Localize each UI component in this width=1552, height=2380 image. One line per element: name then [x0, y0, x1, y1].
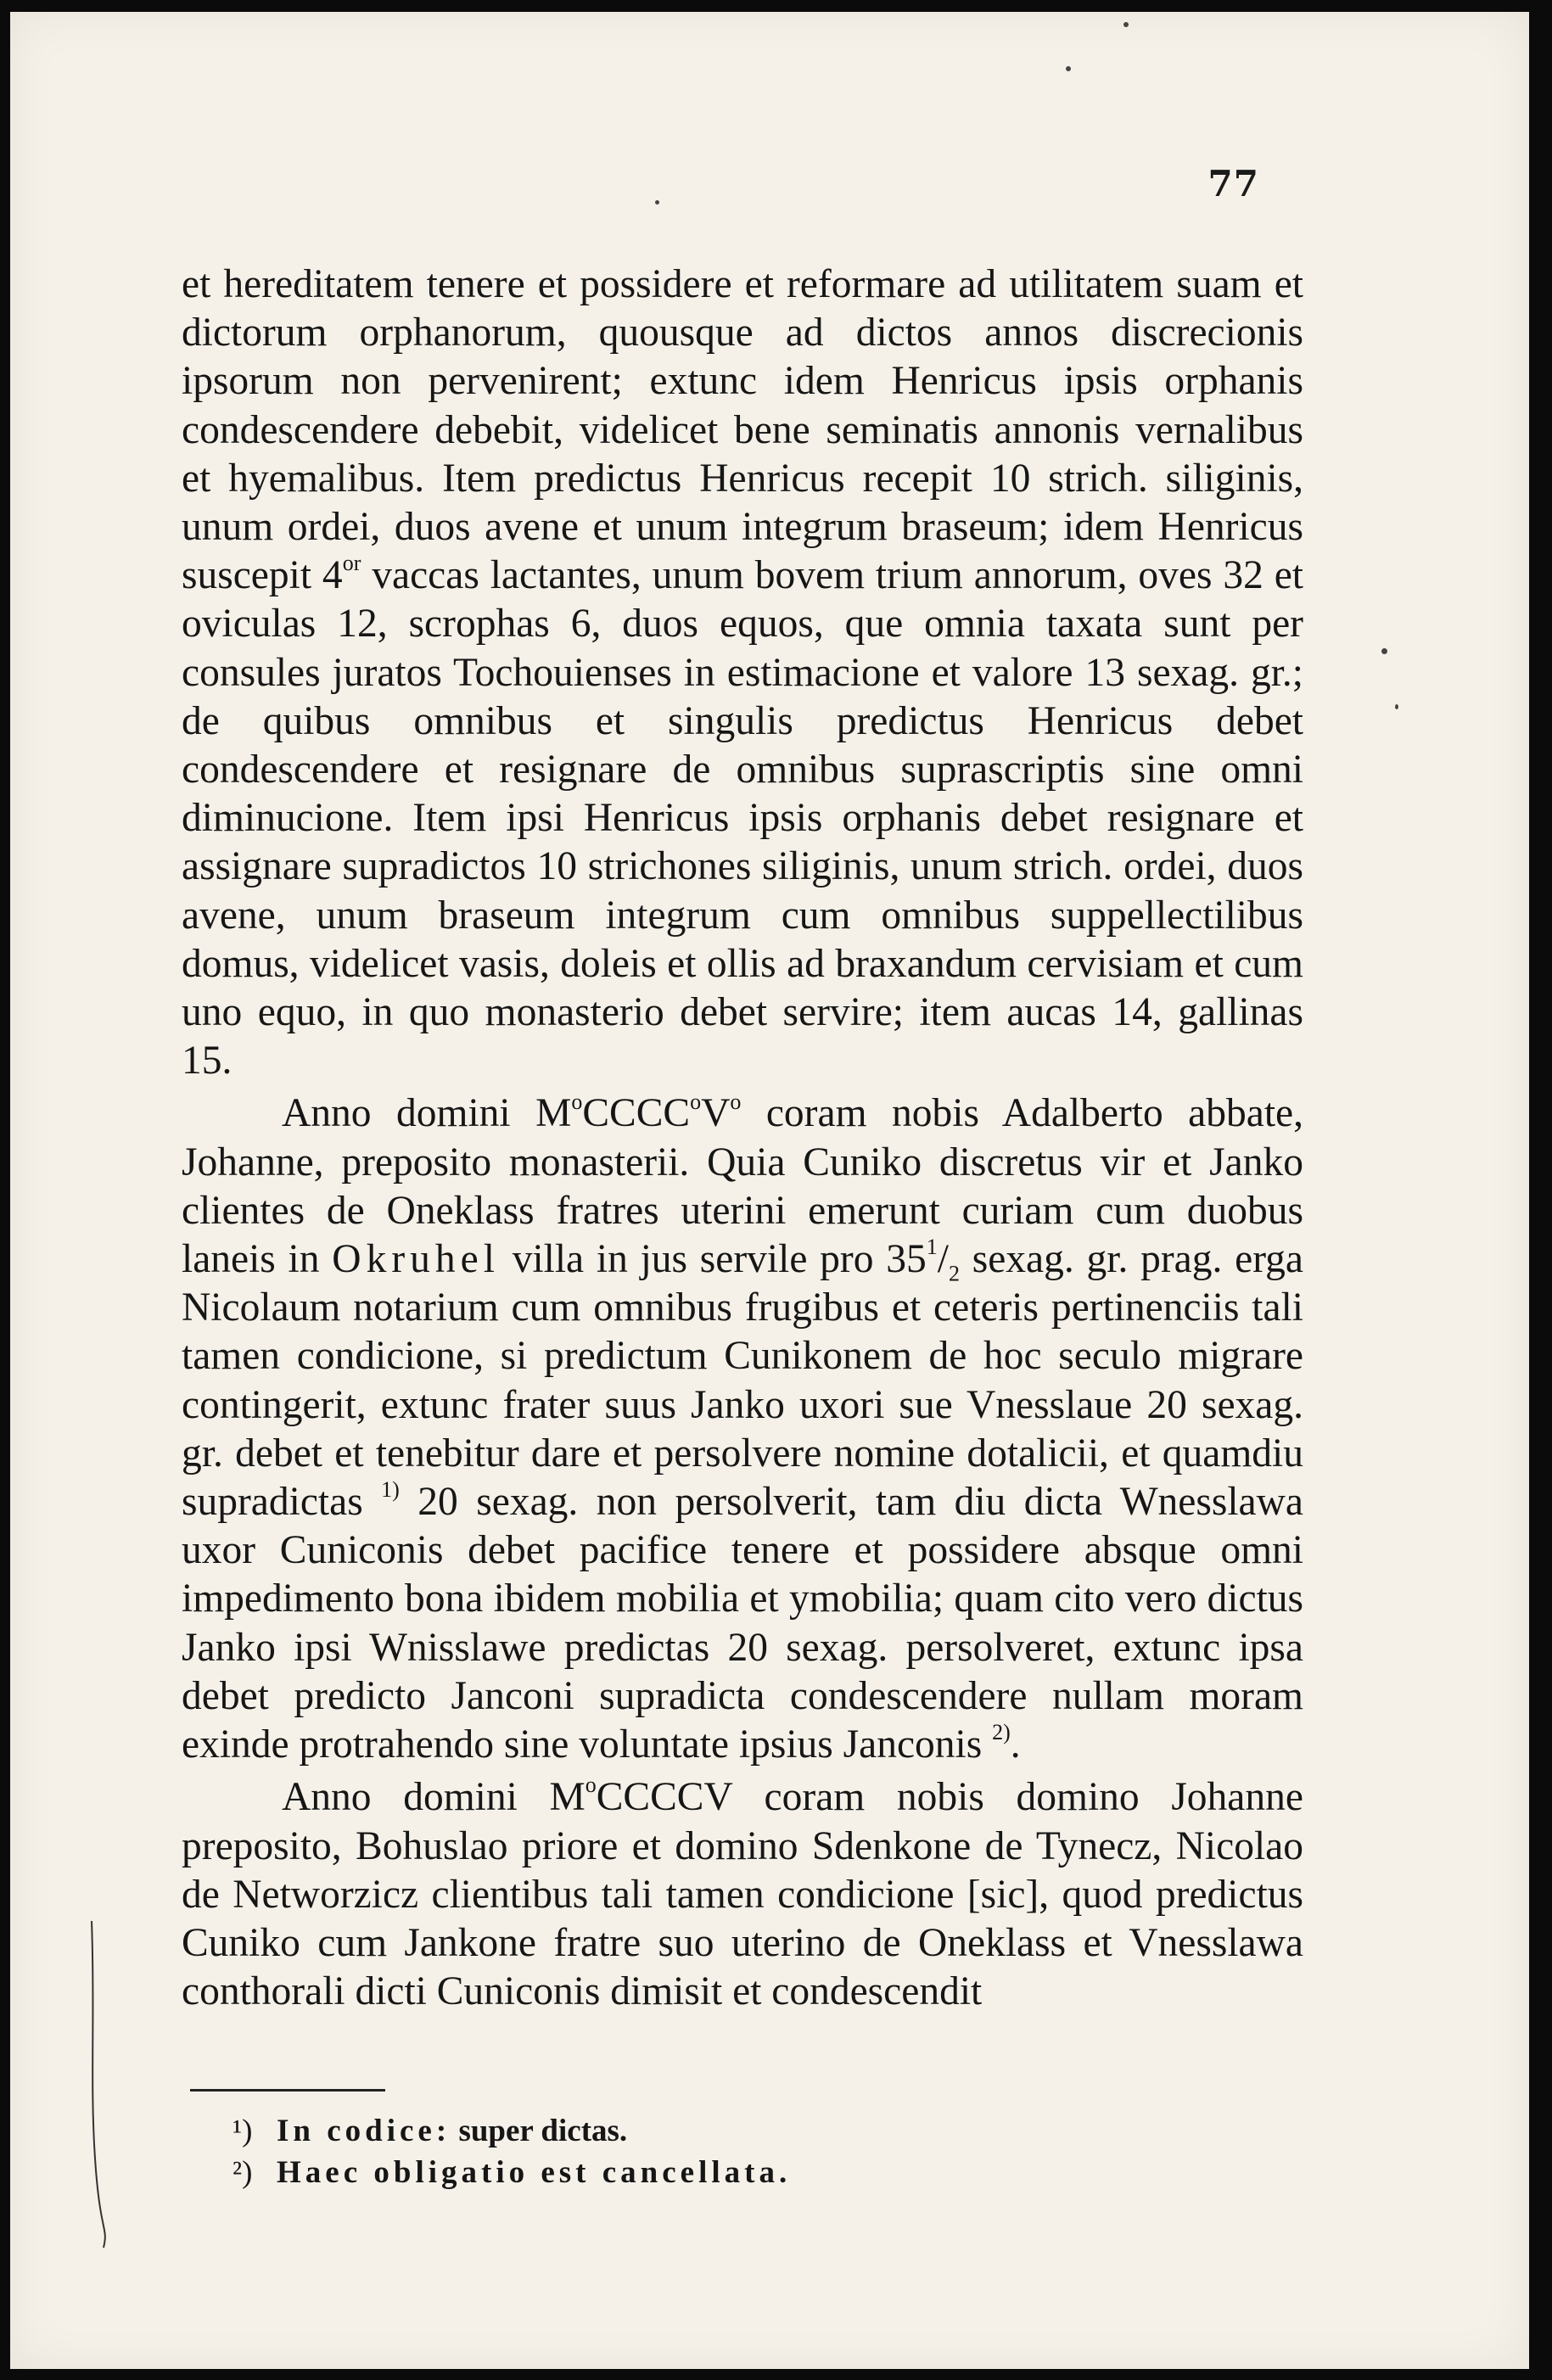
page-number: 77	[1207, 163, 1259, 204]
footnotes	[233, 2110, 1293, 2193]
margin-pencil-mark	[83, 1912, 117, 2252]
paper-speck	[1066, 66, 1071, 71]
footnote-divider	[190, 2089, 385, 2092]
paper-speck	[1395, 704, 1398, 709]
footnote-ref-1: 1)	[381, 1477, 400, 1503]
paragraph-1: et hereditatem tenere et possidere et reformare ad utilitatem suam et dictorum orphanorum, quousque ad dictos annos discrecionis ipsorum non pervenirent; extunc idem Henricus ipsis orphanis condescendere debebit, videlicet bene seminatis annonis vernalibus et hyemalibus. Item predictus Henricus recepit 10 strich. siliginis, unum ordei, duos avene et unum integrum braseum; idem Henricus suscepit $4^{or}$ vaccas lactantes, unum bovem trium annorum, oves 32 et oviculas 12, scrophas 6, duos equos, que omnia taxata sunt per consules juratos Tochouienses in estimacione et valore 13 sexag. gr.; de quibus omnibus et singulis predictus Henricus debet condescendere et resignare de omnibus suprascriptis sine omni diminucione. Item ipsi Henricus ipsis orphanis debet resignare et assignare supradictos 10 strichones siliginis, unum strich. ordei, duos avene, unum braseum integrum cum omnibus suppellectilibus domus, videlicet vasis, doleis et ollis ad braxandum cervisiam et cum uno equo, in quo monasterio debet servire; item aucas 14, gallinas 15.	[182, 262, 1303, 1084]
footnote-1: ¹) In codice: super dictas.	[233, 2114, 628, 2148]
paragraph-2: Anno domini $M^oCCCC^oV^o$ coram nobis Adalberto abbate, Johanne, preposito monasterii. Quia Cuniko discretus vir et Janko clientes de Oneklass fratres uterini emerunt curiam cum duobus laneis in Okruhel villa in jus servile pro $35^1/_2$ sexag. gr. prag. erga Nicolaum notarium cum omnibus frugibus et ceteris pertinenciis tali tamen condicione, si predictum Cunikonem de hoc seculo migrare contingerit, extunc frater suus Janko uxori sue Vnesslaue 20 sexag. gr. debet et tenebitur dare et persolvere nomine dotalicii, et quamdiu supradictas $^{1)}$ 20 sexag. non persolverit, tam diu dicta Wnesslawa uxor Cuniconis debet pacifice tenere et possidere absque omni impedimento bona ibidem mobilia et ymobilia; quam cito vero dictus Janko ipsi Wnisslawe predictas 20 sexag. persolveret, extunc ipsa debet predicto Janconi supradicta condescendere nullam moram exinde protrahendo sine voluntate ipsius Janconis $^{2)}$.	[182, 1089, 1304, 1767]
paper-speck	[1123, 22, 1129, 27]
body-text	[182, 260, 1303, 2016]
footnote-2: ²) Haec obligatio est cancellata.	[233, 2155, 792, 2190]
paper-speck	[1381, 648, 1387, 654]
paper-sheet	[10, 12, 1529, 2369]
paper-speck	[655, 200, 659, 204]
paragraph-3: Anno domini $M^oCCCCV$ coram nobis domino Johanne preposito, Bohuslao priore et domino Sdenkone de Tynecz, Nicolao de Networzicz clientibus tali tamen condicione [sic], quod predictus Cuniko cum Jankone fratre suo uterino de Oneklass et Vnesslawa conthorali dicti Cuniconis dimisit et condescendit	[182, 1772, 1303, 2014]
footnote-ref-2: 2)	[992, 1720, 1011, 1745]
place-name-okruhel: Okruhel	[332, 1237, 500, 1282]
